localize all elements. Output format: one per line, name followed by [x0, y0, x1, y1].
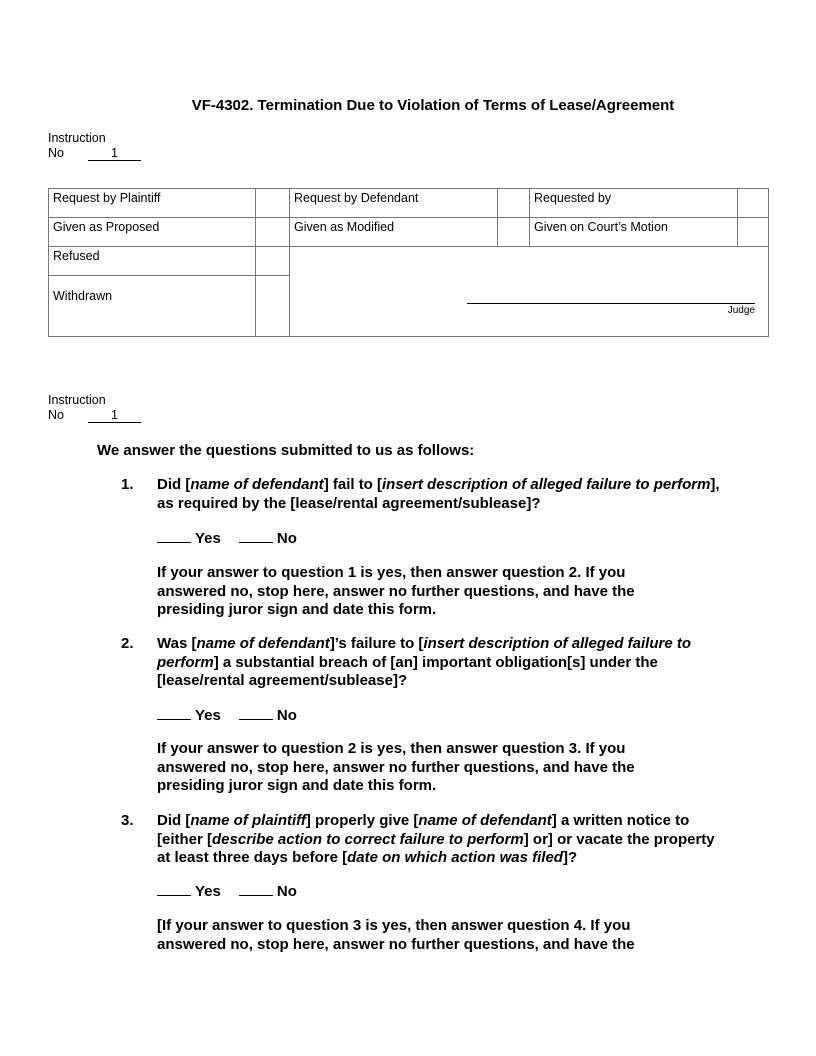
question-text-segment: ] a substantial breach of [an] important obligation[s] under the [lease/rental agreement/sublease]? [157, 653, 658, 689]
instruction-number-top [48, 131, 141, 161]
given-as-proposed-box[interactable] [256, 218, 290, 247]
judge-signature-line [467, 303, 755, 304]
question-text-segment: ]? [562, 849, 578, 866]
question-text-segment: ] fail to [ [323, 476, 383, 493]
no-blank[interactable] [239, 706, 273, 720]
question-text [157, 812, 722, 868]
given-on-courts-motion-label: Given on Court’s Motion [530, 218, 738, 247]
yes-blank[interactable] [157, 529, 191, 543]
no-label: No [276, 707, 297, 724]
requested-by-label: Requested by [530, 189, 738, 218]
judge-label: Judge [727, 305, 755, 316]
instruction-no-value: 1 [88, 409, 141, 423]
yes-blank[interactable] [157, 882, 191, 896]
placeholder-text: name of defendant [418, 812, 552, 829]
question-text-segment: ] or] or vacate the property at least three days before [ [157, 830, 715, 866]
question-text-segment: ], as required by the [lease/rental agreement/sublease]? [157, 476, 720, 512]
question-text-segment: ] a written notice to [either [ [157, 812, 690, 848]
page-title: VF-4302. Termination Due to Violation of Terms of Lease/Agreement [191, 97, 675, 114]
placeholder-text: name of defendant [196, 635, 330, 652]
placeholder-text: insert description of alleged failure to perform [382, 476, 711, 493]
requested-by-box[interactable] [738, 189, 769, 218]
request-by-defendant-label: Request by Defendant [290, 189, 498, 218]
yes-blank[interactable] [157, 706, 191, 720]
yes-no-answer [157, 882, 722, 902]
question-number: 2. [121, 635, 134, 652]
no-label: No [48, 408, 64, 422]
no-label: No [276, 530, 297, 547]
question-text-segment: ] properly give [ [305, 812, 419, 829]
instruction-label: Instruction [48, 393, 106, 407]
judge-signature-area[interactable] [290, 247, 769, 337]
question-text-segment: Did [ [157, 812, 191, 829]
yes-label: Yes [195, 530, 221, 547]
placeholder-text: describe action to correct failure to perform [212, 830, 524, 848]
request-by-defendant-box[interactable] [498, 189, 530, 218]
question-text [157, 635, 722, 691]
instruction-disposition-table [48, 188, 769, 337]
followup-instruction: If your answer to question 1 is yes, then answer question 2. If you answered no, stop here, answer no further questions, and have the presiding juror sign and date this form. [157, 564, 635, 618]
question-text-segment: Was [ [157, 635, 197, 652]
yes-no-answer [157, 529, 722, 549]
question-text [157, 476, 722, 513]
given-as-modified-label: Given as Modified [290, 218, 498, 247]
given-on-courts-motion-box[interactable] [738, 218, 769, 247]
placeholder-text: insert description of alleged failure to perform [157, 635, 691, 671]
intro-text: We answer the questions submitted to us as follows: [97, 442, 475, 459]
no-label: No [48, 146, 64, 160]
refused-label: Refused [49, 247, 256, 276]
question-number: 1. [121, 476, 134, 493]
withdrawn-box[interactable] [256, 276, 290, 337]
no-blank[interactable] [239, 529, 273, 543]
request-by-plaintiff-box[interactable] [256, 189, 290, 218]
instruction-no-value: 1 [88, 147, 141, 161]
followup-instruction: If your answer to question 2 is yes, then answer question 3. If you answered no, stop here, answer no further questions, and have the presiding juror sign and date this form. [157, 740, 635, 794]
refused-box[interactable] [256, 247, 290, 276]
question-text-segment: Did [ [157, 476, 191, 493]
no-label: No [276, 883, 297, 900]
yes-no-answer [157, 706, 722, 726]
placeholder-text: name of plaintiff [190, 812, 306, 829]
request-by-plaintiff-label: Request by Plaintiff [49, 189, 256, 218]
followup-instruction: [If your answer to question 3 is yes, then answer question 4. If you answered no, stop here, answer no further questions, and have the [157, 917, 635, 953]
placeholder-text: name of defendant [190, 476, 324, 493]
no-blank[interactable] [239, 882, 273, 896]
question-number: 3. [121, 812, 134, 829]
given-as-modified-box[interactable] [498, 218, 530, 247]
question-text-segment: ]’s failure to [ [329, 635, 424, 652]
instruction-label: Instruction [48, 131, 106, 145]
placeholder-text: date on which action was filed [347, 849, 563, 866]
yes-label: Yes [195, 883, 221, 900]
yes-label: Yes [195, 707, 221, 724]
withdrawn-label: Withdrawn [49, 276, 256, 337]
instruction-number-bottom [48, 393, 141, 423]
given-as-proposed-label: Given as Proposed [49, 218, 256, 247]
